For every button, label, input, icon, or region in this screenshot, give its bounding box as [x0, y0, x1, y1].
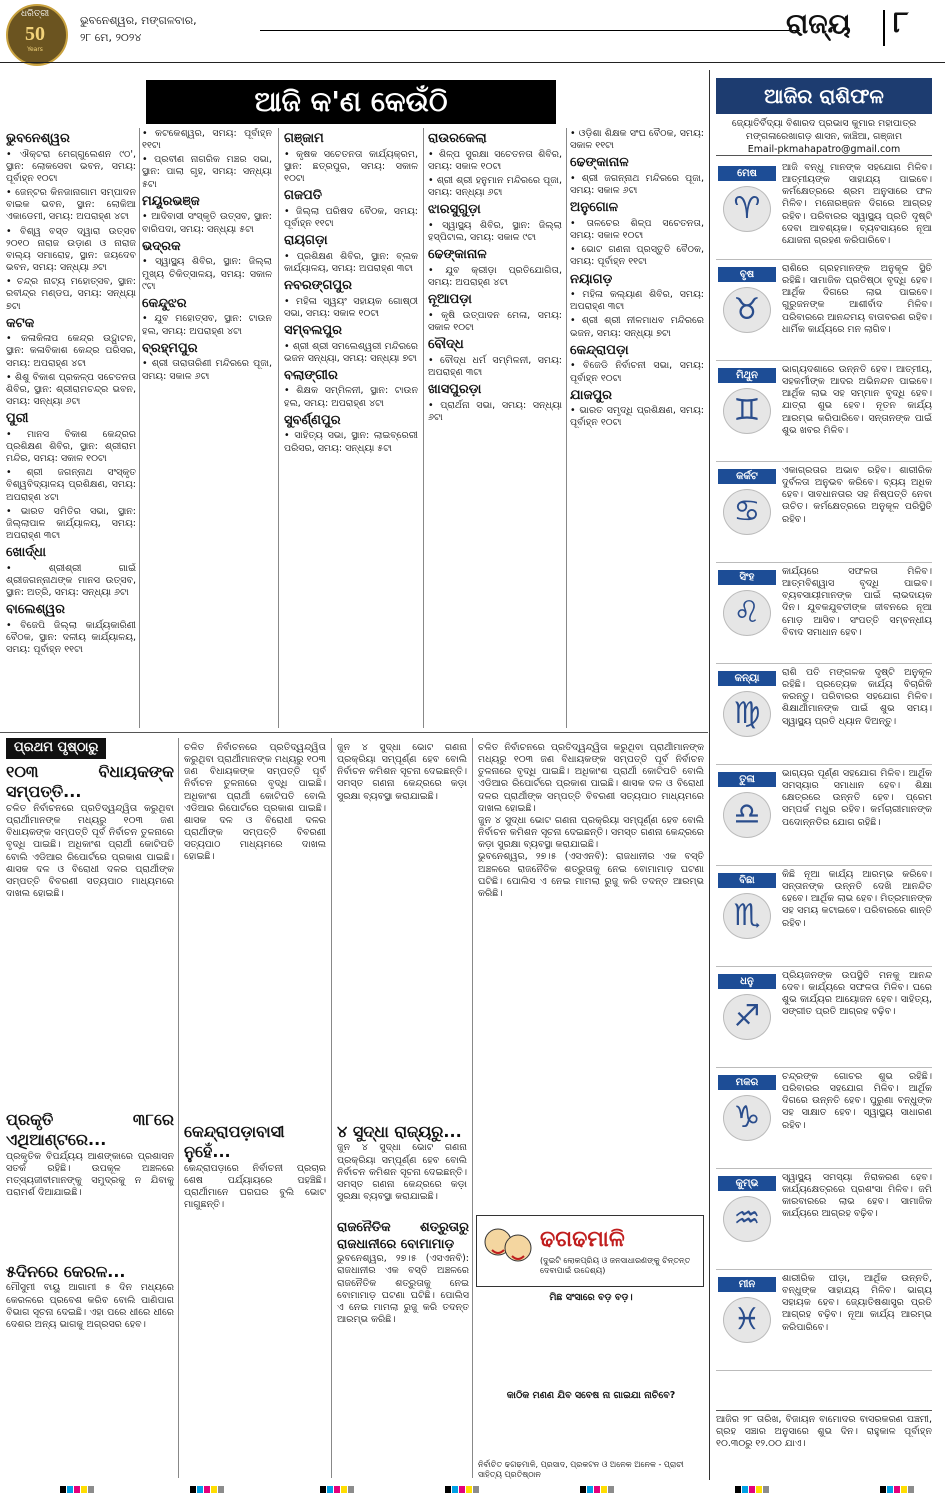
page-number: ୮ [893, 5, 909, 40]
city-heading: କେନ୍ଦ୍ରାପଡ଼ା [570, 342, 629, 358]
color-swatch [88, 1486, 94, 1493]
city-heading: ନୂଆପଡ଼ା [428, 292, 472, 308]
zodiac-forecast: କାର୍ଯ୍ୟରେ ସଫଳତା ମିଳିବ। ଆତ୍ମବିଶ୍ୱାସ ବୃଦ୍ଧି ପାଇବ। ବ୍ୟବସାୟୀମାନଙ୍କ ପାଇଁ ଲାଭଦାୟକ ଦିନ। ଯୁବକଯୁବତୀଙ୍କ ଜୀବନରେ ନୂଆ ମୋଡ଼ ଆସିବ। ସଂପତ୍ତି ସମ୍ବନ୍ଧୀୟ ବିବାଦ ସମାଧାନ ହେବ। [782, 566, 932, 638]
zodiac-forecast: ରାଶିରେ ଗ୍ରହମାନଙ୍କ ଅନୁକୂଳ ସ୍ଥିତି ରହିଛି। ସାମାଜିକ ପ୍ରତିଷ୍ଠା ବୃଦ୍ଧି ହେବ। ଆର୍ଥିକ ଦିଗରେ ଲାଭ ପାଇବେ। ଗୁରୁଜନଙ୍କ ଆଶୀର୍ବାଦ ମିଳିବ। ପରିବାରରେ ଆନନ୍ଦମୟ ବାତାବରଣ ରହିବ। ଧାର୍ମିକ କାର୍ଯ୍ୟରେ ମନ ଲାଗିବ। [782, 263, 932, 335]
events-column-3 [284, 128, 418, 728]
city-heading: ମୟୂରଭଞ୍ଜ [142, 193, 200, 209]
event-item: • ଐକ୍ଟରା ମେଗ୍ଗୁଲେଶନ ୯ଠ', ସ୍ଥାନ: ଲୋକସେବା ଭବନ, ସମୟ: ପୂର୍ବାହ୍ନ ୧୦ଟା [6, 148, 136, 184]
color-swatch [756, 1486, 762, 1493]
color-swatch [473, 1486, 479, 1493]
event-item: • ଶିକ୍ଷକ ସମ୍ମିଳନୀ, ସ୍ଥାନ: ଟାଉନ ହଲ, ସମୟ: ଅପରାହ୍ଣ ୪ଟା [284, 385, 418, 409]
event-item: • ଜିଲ୍ଲା ପରିଷଦ ବୈଠକ, ସମୟ: ପୂର୍ବାହ୍ନ ୧୧ଟା [284, 205, 418, 229]
color-swatch [887, 1486, 893, 1493]
color-swatch [908, 1486, 914, 1493]
zodiac-symbol-icon: ♑ [723, 1095, 771, 1141]
rashifal-divider [709, 70, 710, 1480]
color-swatch [452, 1486, 458, 1493]
zodiac-symbol-icon: ♓ [723, 1297, 771, 1343]
events-banner: ଆଜି କ'ଣ କେଉଁଠି [146, 80, 556, 124]
city-heading: ଖୋର୍ଦ୍ଧା [6, 545, 46, 561]
zodiac-forecast: ଆଜି ବନ୍ଧୁ ମାନଙ୍କ ସହଯୋଗ ମିଳିବ। ଆତ୍ମୀୟଙ୍କ ସାହାଯ୍ୟ ପାଇବେ। କର୍ମକ୍ଷେତ୍ରରେ ଶ୍ରମ ଅନୁସାରେ ଫଳ ମିଳିବ। ମନୋରଞ୍ଜନ ଦିଗରେ ଆଗ୍ରହ ରହିବ। ପରିବାରର ସ୍ୱାସ୍ଥ୍ୟ ପ୍ରତି ଦୃଷ୍ଟି ଦେବା ଆବଶ୍ୟକ। ବ୍ୟବସାୟରେ ନୂଆ ଯୋଜନା ଗ୍ରହଣ କରିପାରିବେ। [782, 162, 932, 246]
zodiac-rule [716, 259, 932, 260]
zodiac-forecast: ଶାରୀରିକ ପୀଡ଼ା, ଆର୍ଥିକ ଉନ୍ନତି, ବନ୍ଧୁଙ୍କ ସାହାଯ୍ୟ ମିଳିବ। ଭାଗ୍ୟ ସହାୟକ ହେବ। ଜ୍ୟୋତିଷଶାସ୍ତ୍ର ପ୍ରତି ଆଗ୍ରହ ବଢ଼ିବ। ନୂଆ କାର୍ଯ୍ୟ ଆରମ୍ଭ କରିପାରିବେ। [782, 1273, 932, 1333]
event-item: • ବୌଦ୍ଧ ଧର୍ମ ସମ୍ମିଳନୀ, ସମୟ: ଅପରାହ୍ଣ ୩ଟା [428, 354, 562, 378]
zodiac-label: ସିଂହ [718, 570, 776, 585]
zodiac-symbol-icon: ♈ [723, 186, 771, 232]
story-body: ଭୁବନେଶ୍ୱର, ୨୭।୫ (ଏସଏନବି): ରାଜଧାନୀର ଏକ ବସ୍ତି ଅଞ୍ଚଳରେ ରାଜନୈତିକ ଶତ୍ରୁତାକୁ ନେଇ ବୋମାମାଡ଼ ଘଟଣା ଘଟିଛି। ପୋଲିସ ଏ ନେଇ ମାମଲା ରୁଜୁ କରି ତଦନ୍ତ ଆରମ୍ଭ କରିଛି। [337, 1253, 469, 1326]
event-item: • ଚନ୍ଦ୍ର ନାଟ୍ୟ ମହୋତ୍ସବ, ସ୍ଥାନ: ରବୀନ୍ଦ୍ର ମଣ୍ଡପ, ସମୟ: ସନ୍ଧ୍ୟା ୭ଟା [6, 276, 136, 312]
story-body: ଜୁନ ୪ ସୁଦ୍ଧା ଭୋଟ ଗଣନା ପ୍ରକ୍ରିୟା ସମ୍ପୂର୍ଣ୍ଣ ହେବ ବୋଲି ନିର୍ବାଚନ କମିଶନ ସୂଚନା ଦେଇଛନ୍ତି। ସମସ୍ତ ଗଣନା କେନ୍ଦ୍ରରେ କଡ଼ା ସୁରକ୍ଷା ବ୍ୟବସ୍ଥା କରାଯାଇଛି। [337, 742, 467, 802]
story-continuation-a [184, 742, 326, 1122]
dateline-place: ଭୁବନେଶ୍ୱର, ମଙ୍ଗଳବାର, [80, 14, 197, 27]
zodiac-forecast: ସ୍ୱାସ୍ଥ୍ୟ ସମସ୍ୟା ନିରାକରଣ ହେବ। କାର୍ଯ୍ୟକ୍ଷେତ୍ରରେ ପ୍ରଶଂସା ମିଳିବ। ଜମି କାରବାରରେ ଲାଭ ହେବ। ସାମାଜିକ କାର୍ଯ୍ୟରେ ଆଗ୍ରହ ବଢ଼ିବ। [782, 1172, 932, 1220]
color-swatch [459, 1486, 465, 1493]
proverb-1: ମିଛ ସଂସାରେ ବଡ଼ ବଡ଼। [549, 1292, 633, 1303]
zodiac-rule [716, 461, 932, 462]
story-mla-assets [6, 762, 174, 1107]
zodiac-forecast: କିଛି ନୂଆ କାର୍ଯ୍ୟ ଆରମ୍ଭ କରିବେ। ସନ୍ତାନଙ୍କ ଉନ୍ନତି ଦେଖି ଆନନ୍ଦିତ ହେବେ। ଆର୍ଥିକ ଲାଭ ହେବ। ମିତ୍ରମାନଙ୍କ ସହ ସମୟ କଟାଇବେ। ପରିବାରରେ ଶାନ୍ତି ରହିବ। [782, 869, 932, 929]
color-swatch [211, 1486, 217, 1493]
dhagadhamali-title: ଢଗଢମାଳି [540, 1227, 625, 1252]
event-item: • ଯୁବ ମହୋତ୍ସବ, ସ୍ଥାନ: ଟାଉନ ହଲ, ସମୟ: ଅପରାହ୍ଣ ୪ଟା [142, 313, 272, 337]
zodiac-label: କର୍କଟ [718, 469, 776, 484]
event-item: • ଆଦିବାସୀ ସଂସ୍କୃତି ଉତ୍ସବ, ସ୍ଥାନ: ବାରିପଦା, ସମୟ: ସନ୍ଧ୍ୟା ୫ଟା [142, 211, 272, 235]
city-heading: ଭଦ୍ରକ [142, 238, 181, 254]
event-item: • ପ୍ରାର୍ଥନା ସଭା, ସମୟ: ସନ୍ଧ୍ୟା ୬ଟା [428, 399, 562, 423]
color-swatch [320, 1486, 326, 1493]
zodiac-symbol-icon: ♊ [723, 388, 771, 434]
logo-subtext: Years [27, 46, 43, 53]
cartoon-faces-icon [482, 1220, 534, 1280]
color-swatch [445, 1486, 451, 1493]
top-rule [0, 62, 945, 63]
front-page-badge: ପ୍ରଥମ ପୃଷ୍ଠାରୁ [6, 738, 106, 759]
zodiac-forecast: ଚନ୍ଦ୍ରଙ୍କ ଗୋଚର ଶୁଭ ରହିଛି। ପରିବାରର ସହଯୋଗ ମିଳିବ। ଆର୍ଥିକ ଦିଗରେ ଉନ୍ନତି ହେବ। ପୁରୁଣା ବନ୍ଧୁଙ୍କ ସହ ସାକ୍ଷାତ ହେବ। ସ୍ୱାସ୍ଥ୍ୟ ସାଧାରଣ ରହିବ। [782, 1071, 932, 1131]
zodiac-label: ବିଛା [718, 873, 776, 888]
color-swatch [190, 1486, 196, 1493]
column-rule [178, 738, 179, 1478]
color-swatch [218, 1486, 224, 1493]
story-headline: ପ୍ରକୃତି ୩୮ରେ ଏଥିଆଣ୍ଟରେ... [6, 1110, 174, 1150]
story-body: ଚଳିତ ନିର୍ବାଚନରେ ପ୍ରତିଦ୍ୱନ୍ଦ୍ୱିତା କରୁଥିବା ପ୍ରାର୍ଥୀମାନଙ୍କ ମଧ୍ୟରୁ ୧୦୩ ଜଣ ବିଧାୟକଙ୍କ ସମ୍ପତ୍ତି ପୂର୍ବ ନିର୍ବାଚନ ତୁଳନାରେ ବୃଦ୍ଧି ପାଇଛି। ଅଧିକାଂଶ ପ୍ରାର୍ଥୀ କୋଟିପତି ବୋଲି ଏଡିଆର ରିପୋର୍ଟରେ ପ୍ରକାଶ ପାଇଛି। ଶାସକ ଦଳ ଓ ବିରୋଧୀ ଦଳର ପ୍ରାର୍ଥୀଙ୍କ ସମ୍ପତ୍ତି ବିବରଣୀ ସତ୍ୟପାଠ ମାଧ୍ୟମରେ ଦାଖଲ ହୋଇଛି। [184, 742, 326, 863]
panjika-footer: ଆଜିର ୨୮ ତାରିଖ, ବିଜାୟନ ବାମୋଦର ବାସରକରଣ ପଞ୍ଚମୀ, ଗ୍ରହ ସଞ୍ଚାର ଅନୁସାରେ ଶୁଭ ଦିନ। ରାହୁକାଳ ପୂର୍ବାହ୍ନ ୧୦.୩୦ରୁ ୧୨.୦୦ ଯାଏ। [716, 1410, 932, 1482]
column-rule [331, 738, 332, 1478]
zodiac-label: କୁମ୍ଭ [718, 1176, 776, 1191]
story-4-june [337, 1122, 467, 1217]
city-heading: ନବରଙ୍ଗପୁର [284, 277, 353, 293]
city-heading: ପୁରୀ [6, 411, 29, 427]
story-body: ପ୍ରକୃତିକ ବିପର୍ଯ୍ୟୟ ଆଶଙ୍କାରେ ପ୍ରଶାସନ ସତର୍କ ରହିଛି। ଉପକୂଳ ଅଞ୍ଚଳରେ ମତ୍ସ୍ୟଜୀବୀମାନଙ୍କୁ ସମୁଦ୍ରକୁ ନ ଯିବାକୁ ପରାମର୍ଶ ଦିଆଯାଇଛି। [6, 1150, 174, 1199]
city-heading: ଭୁବନେଶ୍ୱର [6, 131, 70, 146]
color-swatch [74, 1486, 80, 1493]
color-swatch [327, 1486, 333, 1493]
city-heading: ବ୍ରହ୍ମପୁର [142, 340, 198, 356]
event-item: • ସ୍ୱାସ୍ଥ୍ୟ ଶିବିର, ସ୍ଥାନ: ଜିଲ୍ଲା ହସ୍ପିଟାଲ, ସମୟ: ସକାଳ ୯ଟା [428, 219, 562, 244]
event-item: • ବିଜେପି ଜିଲ୍ଲା କାର୍ଯ୍ୟକାରିଣୀ ବୈଠକ, ସ୍ଥାନ: ଦଳୀୟ କାର୍ଯ୍ୟାଳୟ, ସମୟ: ପୂର୍ବାହ୍ନ ୧୧ଟା [6, 619, 136, 656]
rashifal-email: Email-pkmahapatro@gmail.com [747, 143, 901, 155]
zodiac-symbol-icon: ♋ [723, 489, 771, 535]
dateline-date: ୨୮ ମେ, ୨୦୨୪ [80, 31, 142, 45]
story-body: ଜୁନ ୪ ସୁଦ୍ଧା ଭୋଟ ଗଣନା ପ୍ରକ୍ରିୟା ସମ୍ପୂର୍ଣ୍ଣ ହେବ ବୋଲି ନିର୍ବାଚନ କମିଶନ ସୂଚନା ଦେଇଛନ୍ତି। ସମସ୍ତ ଗଣନା କେନ୍ଦ୍ରରେ କଡ଼ା ସୁରକ୍ଷା ବ୍ୟବସ୍ଥା କରାଯାଇଛି। [337, 1142, 467, 1203]
city-heading: ବଲାଙ୍ଗୀର [284, 367, 338, 383]
color-swatch [348, 1486, 354, 1493]
event-item: • ସ୍ୱାସ୍ଥ୍ୟ ଶିବିର, ସ୍ଥାନ: ଜିଲ୍ଲା ମୁଖ୍ୟ ଚିକିତ୍ସାଳୟ, ସମୟ: ସକାଳ ୯ଟା [142, 256, 272, 292]
zodiac-forecast: ଭାଗ୍ୟଦଶାରେ ଉନ୍ନତି ହେବ। ଆତ୍ମୀୟ, ସହକର୍ମୀଙ୍କ ଆଦର ଅଭିନନ୍ଦନ ପାଇବେ। ଆର୍ଥିକ ଲାଭ ସହ ସମ୍ମାନ ବୃଦ୍ଧି ହେବ। ଯାତ୍ରା ଶୁଭ ହେବ। ନୂତନ କାର୍ଯ୍ୟ ଆରମ୍ଭ କରିପାରିବେ। ସନ୍ତାନଙ୍କ ପାଇଁ ଶୁଭ ଖବର ମିଳିବ। [782, 364, 932, 436]
city-heading: ଯାଜପୁର [570, 387, 613, 403]
color-swatch [81, 1486, 87, 1493]
rashifal-title: ଆଜିର ରାଶିଫଳ [716, 78, 932, 114]
section-name: ରାଜ୍ୟ [786, 7, 851, 40]
color-swatch [763, 1486, 769, 1493]
event-item: • ଶ୍ରୀ ଶ୍ରୀ ହନୁମାନ ମନ୍ଦିରରେ ପୂଜା, ସମୟ: ସନ୍ଧ୍ୟା ୬ଟା [428, 174, 562, 199]
event-item: • ଶ୍ରୀ ଜଗନ୍ନାଥ ମନ୍ଦିରରେ ପୂଜା, ସମୟ: ସକାଳ ୬ଟା [570, 172, 704, 197]
color-swatch [204, 1486, 210, 1493]
dhagadhamali-credit: ନିର୍ବାଚିତ ଢଗଢମାଳି, ପ୍ରସାଦ, ପ୍ରକଟନ ଓ ଅନେକ ଅନେକ - ପ୍ରାଚୀ ସାହିତ୍ୟ ପ୍ରତିଷ୍ଠାନ [478, 1460, 684, 1480]
color-swatch [901, 1486, 907, 1493]
story-headline: ୫ଦିନରେ କେରଳ... [6, 1262, 126, 1281]
story-kendrapara [184, 1122, 326, 1477]
zodiac-label: ମେଷ [718, 166, 776, 181]
zodiac-forecast: ପ୍ରିୟଜନଙ୍କ ଉପସ୍ଥିତି ମନକୁ ଆନନ୍ଦ ଦେବ। କାର୍ଯ୍ୟରେ ସଫଳତା ମିଳିବ। ଘରେ ଶୁଭ କାର୍ଯ୍ୟର ଆୟୋଜନ ହେବ। ସାହିତ୍ୟ, ସଙ୍ଗୀତ ପ୍ରତି ଆଗ୍ରହ ବଢ଼ିବ। [782, 970, 932, 1018]
section-rule [0, 732, 708, 733]
zodiac-symbol-icon: ♒ [723, 1196, 771, 1242]
event-item: • ଶିଶୁ ବିକାଶ ପ୍ରକଳ୍ପ ସଚେତନତା ଶିବିର, ସ୍ଥାନ: ଶ୍ରୀରାମଚନ୍ଦ୍ର ଭବନ, ସମୟ: ସନ୍ଧ୍ୟା ୬ଟା [6, 371, 136, 408]
zodiac-label: ମକର [718, 1075, 776, 1090]
event-item: • ପ୍ରଶିକ୍ଷଣ ଶିବିର, ସ୍ଥାନ: ବ୍ଲକ କାର୍ଯ୍ୟାଳୟ, ସମୟ: ଅପରାହ୍ଣ ୩ଟା [284, 250, 418, 274]
story-headline: ୧୦୩ ବିଧାୟକଙ୍କ ସମ୍ପତ୍ତି... [6, 762, 174, 802]
story-continuation-b [337, 742, 467, 1122]
story-kerala [6, 1262, 174, 1477]
zodiac-symbol-icon: ♉ [723, 287, 771, 333]
zodiac-symbol-icon: ♏ [723, 893, 771, 939]
zodiac-label: ମିଥୁନ [718, 368, 776, 383]
event-item: • ବିଶ୍ୱ ବସ୍ତ ଦ୍ୱାରା ଉତ୍ସବ ୨୦୧୦ ନାରାଜ ଉଡ଼ାଣ ଓ ନାରାଜ ବାଲ୍ୟ ସମାରୋହ, ସ୍ଥାନ: ଜୟଦେବ ଭବନ, ସମୟ: ସନ୍ଧ୍ୟା ୬ଟା [6, 225, 136, 274]
zodiac-symbol-icon: ♌ [723, 590, 771, 636]
color-swatch [60, 1486, 66, 1493]
color-swatch [894, 1486, 900, 1493]
city-heading: କଟକ [6, 315, 35, 331]
zodiac-label: ମୀନ [718, 1277, 776, 1292]
zodiac-rule [716, 966, 932, 967]
story-bomb [337, 1220, 469, 1478]
city-heading: ବାଲେଶ୍ୱର [6, 602, 65, 618]
city-heading: ରାୟଗଡ଼ା [284, 233, 328, 249]
city-heading: ବୌଦ୍ଧ [428, 337, 464, 353]
story-body: ମୌସୁମୀ ବାୟୁ ଆଗାମୀ ୫ ଦିନ ମଧ୍ୟରେ କେରଳରେ ପ୍ରବେଶ କରିବ ବୋଲି ପାଣିପାଗ ବିଭାଗ ସୂଚନା ଦେଇଛି। ଏହା ପରେ ଧୀରେ ଧୀରେ ଦେଶର ଅନ୍ୟ ଭାଗକୁ ଅଗ୍ରସର ହେବ। [6, 1282, 174, 1330]
color-swatch [749, 1486, 755, 1493]
column-rule [139, 128, 140, 728]
rashifal-author-place: ମଙ୍ଗଳାରେଖାଗଡ଼ ଶାସନ, କାଞ୍ଚିଆ, ଗଞ୍ଜାମ [745, 130, 903, 142]
event-item: • ଯୁବ କ୍ରୀଡ଼ା ପ୍ରତିଯୋଗିତା, ସମୟ: ଅପରାହ୍ଣ ୪ଟା [428, 264, 562, 288]
city-heading: ଢେଙ୍କାନାଳ [570, 155, 629, 171]
color-swatch [735, 1486, 741, 1493]
events-column-5 [570, 128, 704, 728]
zodiac-rule [716, 360, 932, 361]
story-continuation-c [478, 742, 704, 1212]
rashifal-author [716, 118, 932, 156]
event-item: • ଶ୍ରୀ ତାରାତାରିଣୀ ମନ୍ଦିରରେ ପୂଜା, ସମୟ: ସକାଳ ୬ଟା [142, 358, 272, 382]
story-headline: ରାଜନୈତିକ ଶତ୍ରୁତାରୁ ରାଜଧାନୀରେ ବୋମାମାଡ଼ [337, 1220, 469, 1252]
event-item: • ଶିଳ୍ପ ସୁରକ୍ଷା ସଚେତନତା ଶିବିର, ସମୟ: ସକାଳ ୧୦ଟା [428, 148, 562, 172]
zodiac-label: ବୃଷ [718, 267, 776, 282]
story-nature [6, 1110, 174, 1260]
logo-text: ଧରିତ୍ରୀ [20, 9, 50, 19]
zodiac-label: ଧନୁ [718, 974, 776, 989]
event-item: • ଶ୍ରୀ ଜଗନ୍ନାଥ ସଂସ୍କୃତ ବିଶ୍ୱବିଦ୍ୟାଳୟ ପ୍ରଶିକ୍ଷଣ, ସମୟ: ଅପରାହ୍ଣ ୪ଟା [6, 467, 136, 503]
column-rule [472, 738, 473, 1478]
event-item: • ଓଡ଼ିଶା ଶିକ୍ଷକ ସଂଘ ବୈଠକ, ସମୟ: ସକାଳ ୧୧ଟା [570, 128, 704, 152]
color-swatch [341, 1486, 347, 1493]
column-rule [278, 128, 279, 728]
story-body: ଚଳିତ ନିର୍ବାଚନରେ ପ୍ରତିଦ୍ୱନ୍ଦ୍ୱିତା କରୁଥିବା ପ୍ରାର୍ଥୀମାନଙ୍କ ମଧ୍ୟରୁ ୧୦୩ ଜଣ ବିଧାୟକଙ୍କ ସମ୍ପତ୍ତି ପୂର୍ବ ନିର୍ବାଚନ ତୁଳନାରେ ବୃଦ୍ଧି ପାଇଛି। ଅଧିକାଂଶ ପ୍ରାର୍ଥୀ କୋଟିପତି ବୋଲି ଏଡିଆର ରିପୋର୍ଟରେ ପ୍ରକାଶ ପାଇଛି। ଶାସକ ଦଳ ଓ ବିରୋଧୀ ଦଳର ପ୍ରାର୍ଥୀଙ୍କ ସମ୍ପତ୍ତି ବିବରଣୀ ସତ୍ୟପାଠ ମାଧ୍ୟମରେ ଦାଖଲ ହୋଇଛି। [6, 802, 174, 900]
zodiac-rule [716, 1269, 932, 1270]
color-swatch [334, 1486, 340, 1493]
city-heading: ଖାସପୁରଡ଼ା [428, 382, 482, 397]
color-swatch [580, 1486, 586, 1493]
city-heading: ରାଉରକେଲା [428, 131, 487, 146]
event-item: • ସାହିତ୍ୟ ସଭା, ସ୍ଥାନ: ଲାଇବ୍ରେରୀ ପରିସର, ସମୟ: ସନ୍ଧ୍ୟା ୫ଟା [284, 430, 418, 454]
city-heading: ଗଜପତି [284, 188, 322, 204]
zodiac-symbol-icon: ♐ [723, 994, 771, 1040]
zodiac-label: କନ୍ୟା [718, 671, 776, 686]
event-item: • ମହିଳା ସ୍ୱୟଂ ସହାୟକ ଗୋଷ୍ଠୀ ସଭା, ସମୟ: ସକାଳ ୧୦ଟା [284, 295, 418, 319]
color-swatch [601, 1486, 607, 1493]
dateline [80, 12, 197, 46]
color-swatch [880, 1486, 886, 1493]
rashifal-author-name: ଜ୍ୟୋତିର୍ବିଦ୍ୟା ବିଶାରଦ ପ୍ରଭାସ କୁମାର ମହାପାତ୍ର [731, 118, 917, 129]
story-headline: କେନ୍ଦ୍ରାପଡ଼ାବାସୀ ନୁହେଁ... [184, 1122, 285, 1162]
zodiac-rule [716, 865, 932, 866]
city-heading: ସୁବର୍ଣ୍ଣପୁର [284, 412, 341, 428]
event-item: • ତାଳଚେର ଶିଳ୍ପ ସଚେତନତା, ସମୟ: ସକାଳ ୧୦ଟା [570, 217, 704, 242]
event-item: • ଭାରତ ସମୃଦ୍ଧି ପ୍ରଶିକ୍ଷଣ, ସମୟ: ପୂର୍ବାହ୍ନ ୧୦ଟା [570, 405, 704, 429]
zodiac-rule [716, 1168, 932, 1169]
zodiac-forecast: ରାଶି ପତି ମଙ୍ଗଳକ ଦୃଷ୍ଟି ଅନୁକୂଳ ରହିଛି। ପ୍ରତ୍ୟେକ କାର୍ଯ୍ୟ ବିଚାରିକି କରନ୍ତୁ। ପରିବାରର ସହଯୋଗ ମିଳିବ। ଶିକ୍ଷାର୍ଥୀମାନଙ୍କ ପାଇଁ ଶୁଭ ସମୟ। ସ୍ୱାସ୍ଥ୍ୟ ପ୍ରତି ଧ୍ୟାନ ଦିଅନ୍ତୁ। [782, 667, 932, 727]
event-item: • ଶ୍ରୀ ଶ୍ରୀ ନୀଳମାଧବ ମନ୍ଦିରରେ ଭଜନ, ସମୟ: ସନ୍ଧ୍ୟା ୭ଟା [570, 315, 704, 339]
zodiac-rule [716, 562, 932, 563]
zodiac-symbol-icon: ♍ [723, 691, 771, 737]
zodiac-symbol-icon: ♎ [723, 792, 771, 838]
event-item: • କୃଷି ଉତ୍ପାଦନ ମେଳା, ସମୟ: ସକାଳ ୧୦ଟା [428, 309, 562, 333]
event-item: • ଭାରତ ସମିତିର ସଭା, ସ୍ଥାନ: ଜିଲ୍ଲାପାଳ କାର୍ଯ୍ୟାଳୟ, ସମୟ: ଅପରାହ୍ଣ ୩ଟା [6, 505, 136, 542]
color-swatch [587, 1486, 593, 1493]
color-swatch [466, 1486, 472, 1493]
city-heading: ଗଞ୍ଜାମ [284, 131, 324, 146]
story-body: ଚଳିତ ନିର୍ବାଚନରେ ପ୍ରତିଦ୍ୱନ୍ଦ୍ୱିତା କରୁଥିବା ପ୍ରାର୍ଥୀମାନଙ୍କ ମଧ୍ୟରୁ ୧୦୩ ଜଣ ବିଧାୟକଙ୍କ ସମ୍ପତ୍ତି ପୂର୍ବ ନିର୍ବାଚନ ତୁଳନାରେ ବୃଦ୍ଧି ପାଇଛି। ଅଧିକାଂଶ ପ୍ରାର୍ଥୀ କୋଟିପତି ବୋଲି ଏଡିଆର ରିପୋର୍ଟରେ ପ୍ରକାଶ ପାଇଛି। ଶାସକ ଦଳ ଓ ବିରୋଧୀ ଦଳର ପ୍ରାର୍ଥୀଙ୍କ ସମ୍ପତ୍ତି ବିବରଣୀ ସତ୍ୟପାଠ ମାଧ୍ୟମରେ ଦାଖଲ ହୋଇଛି। [478, 742, 704, 814]
story-headline: ୪ ସୁଦ୍ଧା ରାଜ୍ୟରୁ... [337, 1122, 462, 1141]
city-heading: ସମ୍ବଲପୁର [284, 322, 342, 338]
color-swatch [608, 1486, 614, 1493]
color-swatch [197, 1486, 203, 1493]
city-heading: ନୟାଗଡ଼ [570, 271, 613, 287]
zodiac-forecast: ଭାଗ୍ୟର ପୂର୍ଣ୍ଣ ସହଯୋଗ ମିଳିବ। ଆର୍ଥିକ ସମସ୍ୟାର ସମାଧାନ ହେବ। ଶିକ୍ଷା କ୍ଷେତ୍ରରେ ଉନ୍ନତି ହେବ। ପ୍ରେମ ସମ୍ପର୍କ ମଧୁର ରହିବ। କର୍ମଚାରୀମାନଙ୍କ ପଦୋନ୍ନତିର ଯୋଗ ରହିଛି। [782, 768, 932, 828]
event-item: • କୃଷକ ସଚେତନତା କାର୍ଯ୍ୟକ୍ରମ, ସ୍ଥାନ: ଛତ୍ରପୁର, ସମୟ: ସକାଳ ୧୦ଟା [284, 148, 418, 184]
masthead [0, 0, 945, 62]
column-rule [566, 128, 567, 728]
zodiac-rule [716, 764, 932, 765]
event-item: • ଭୋଟ ଗଣନା ପ୍ରସ୍ତୁତି ବୈଠକ, ସମୟ: ପୂର୍ବାହ୍ନ ୧୧ଟା [570, 244, 704, 268]
proverb-2: କାଠିକ ମଣଣ ଯିବ ସବେଷ ନା ଗାଇଯା ନାଚିବେ? [506, 1390, 676, 1401]
event-item: • କଳାକିଳାପ କେନ୍ଦ୍ର ଉଦ୍ଘାଟନ, ସ୍ଥାନ: କଳାବିକାଶ କେନ୍ଦ୍ର ପରିସର, ସମୟ: ଅପରାହ୍ଣ ୪ଟା [6, 333, 136, 369]
event-item: • ଶ୍ରୀଶ୍ରୀ ଗାଇଁ ଶ୍ରୀଜଗନ୍ନାଥଙ୍କ ମାନସ ଉତ୍ସବ, ସ୍ଥାନ: ଅତ୍ରି, ସମୟ: ସନ୍ଧ୍ୟା ୬ଟା [6, 562, 136, 599]
event-item: • ବିଜେଡି ନିର୍ବାଚନୀ ସଭା, ସମୟ: ପୂର୍ବାହ୍ନ ୧୦ଟା [570, 360, 704, 384]
city-heading: ଢେଙ୍କାନାଳ [428, 247, 487, 263]
zodiac-forecast: ଏକାଗ୍ରତାର ଅଭାବ ରହିବ। ଶାରୀରିକ ଦୁର୍ବଳତା ଅନୁଭବ କରିବେ। ବ୍ୟୟ ଅଧିକ ହେବ। ସାବଧାନତାର ସହ ନିଷ୍ପତ୍ତି ନେବା ଉଚିତ। କର୍ମକ୍ଷେତ୍ରରେ ଅନୁକୂଳ ପରିସ୍ଥିତି ରହିବ। [782, 465, 932, 525]
zodiac-rule [716, 663, 932, 664]
events-column-2 [142, 128, 272, 728]
section-divider [883, 10, 885, 46]
color-swatch [67, 1486, 73, 1493]
city-heading: ଝାରସୁଗୁଡ଼ା [428, 202, 481, 218]
zodiac-rule [716, 1067, 932, 1068]
events-column-4 [428, 128, 562, 728]
events-column-1 [6, 128, 136, 728]
city-heading: ଅନୁଗୋଳ [570, 200, 619, 216]
front-page-label [6, 738, 106, 759]
story-body: ଜୁନ ୪ ସୁଦ୍ଧା ଭୋଟ ଗଣନା ପ୍ରକ୍ରିୟା ସମ୍ପୂର୍ଣ୍ଣ ହେବ ବୋଲି ନିର୍ବାଚନ କମିଶନ ସୂଚନା ଦେଇଛନ୍ତି। ସମସ୍ତ ଗଣନା କେନ୍ଦ୍ରରେ କଡ଼ା ସୁରକ୍ଷା ବ୍ୟବସ୍ଥା କରାଯାଇଛି। [478, 814, 704, 851]
event-item: • ମାନସ ବିକାଶ କେନ୍ଦ୍ରର ପ୍ରଶିକ୍ଷଣ ଶିବିର, ସ୍ଥାନ: ଶ୍ରୀରାମ ମନ୍ଦିର, ସମୟ: ସକାଳ ୧୦ଟା [6, 428, 136, 465]
rashifal-rule [716, 155, 932, 156]
city-heading: କେନ୍ଦୁଝର [142, 295, 187, 311]
story-body: କେନ୍ଦ୍ରାପଡ଼ାରେ ନିର୍ବାଚନୀ ପ୍ରଚାର ଶେଷ ପର୍ଯ୍ୟାୟରେ ପହଞ୍ଚିଛି। ପ୍ରାର୍ଥୀମାନେ ଘରଘର ବୁଲି ଭୋଟ ମାଗୁଛନ୍ତି। [184, 1162, 326, 1211]
event-item: • ଜେନ୍ଟର କିନଜାନାଗାମ ସମ୍ପାଦନ ବାଇକ ଭବନ, ସ୍ଥାନ: ଲୋକିଆ ଏକାଡେମୀ, ସମୟ: ଅପରାହ୍ଣ ୪ଟା [6, 187, 136, 223]
event-item: • ପ୍ରବୀଣ ନାଗରିକ ମଞ୍ଚର ସଭା, ସ୍ଥାନ: ପାଲା ଗୃହ, ସମୟ: ସନ୍ଧ୍ୟା ୫ଟା [142, 154, 272, 190]
column-rule [423, 128, 424, 728]
dhagadhamali-caption: (ଦୁଇଟି ଲୋକପ୍ରିୟ ଓ ଜନସାଧାରଣଙ୍କୁ ଚିନ୍ତନ୍ତ ଦେବାପାଇଁ ଉଦ୍ଦେଶ୍ୟ) [540, 1256, 691, 1276]
event-item: • କଟକେଶ୍ୱର, ସମୟ: ପୂର୍ବାହ୍ନ ୧୧ଟା [142, 128, 272, 152]
zodiac-rule [716, 1370, 932, 1371]
color-swatch [742, 1486, 748, 1493]
event-item: • ମହିଳା କଲ୍ୟାଣ ଶିବିର, ସମୟ: ଅପରାହ୍ଣ ୩ଟା [570, 289, 704, 313]
story-body: ଭୁବନେଶ୍ୱର, ୨୭।୫ (ଏସଏନବି): ରାଜଧାନୀର ଏକ ବସ୍ତି ଅଞ୍ଚଳରେ ରାଜନୈତିକ ଶତ୍ରୁତାକୁ ନେଇ ବୋମାମାଡ଼ ଘଟଣା ଘଟିଛି। ପୋଲିସ ଏ ନେଇ ମାମଲା ରୁଜୁ କରି ତଦନ୍ତ ଆରମ୍ଭ କରିଛି। [478, 851, 704, 899]
event-item: • ଶ୍ରୀ ଶ୍ରୀ ସମଲେଶ୍ୱରୀ ମନ୍ଦିରରେ ଭଜନ ସନ୍ଧ୍ୟା, ସମୟ: ସନ୍ଧ୍ୟା ୭ଟା [284, 340, 418, 364]
logo-number: 50 [25, 23, 45, 45]
color-swatch [594, 1486, 600, 1493]
header-rule [260, 30, 800, 31]
zodiac-label: ତୁଳା [718, 772, 776, 787]
